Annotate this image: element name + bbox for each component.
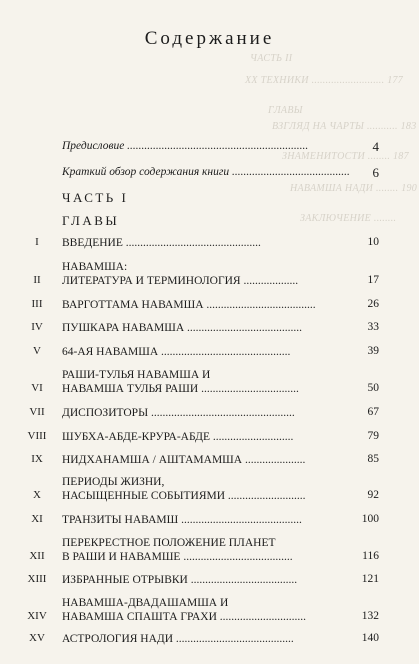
- chapter-title-line: НАСЫЩЕННЫЕ СОБЫТИЯМИ ...........................: [62, 490, 306, 502]
- chapter-title: [62, 430, 352, 444]
- toc-intro-overview: Краткий обзор содержания книги .........................................: [62, 166, 350, 178]
- chapter-title-line: НАВАМША-ДВАДАШАМША И: [62, 597, 229, 609]
- chapter-title: [62, 236, 352, 250]
- bleed-through-text: ЗНАМЕНИТОСТИ ........ 187: [282, 151, 409, 162]
- chapter-title-line: ТРАНЗИТЫ НАВАМШ ..........................................: [62, 514, 302, 526]
- toc-intro-preface: Предисловие ...............................................................: [62, 140, 309, 152]
- chapter-page-number: 39: [367, 345, 379, 357]
- chapter-title-line: ПУШКАРА НАВАМША ........................................: [62, 322, 302, 334]
- chapter-title: [62, 406, 352, 420]
- chapter-title-line: НАВАМША:: [62, 261, 128, 273]
- chapter-number: VIII: [27, 430, 47, 442]
- bleed-through-text: ГЛАВЫ: [268, 105, 303, 116]
- part-heading: ЧАСТЬ I: [62, 190, 129, 205]
- bleed-through-text: НАВАМША НАДИ ........ 190: [290, 183, 418, 194]
- chapter-number: VI: [31, 382, 43, 394]
- chapter-title-line: РАШИ-ТУЛЬЯ НАВАМША И: [62, 369, 211, 381]
- chapter-page-number: 100: [361, 513, 379, 525]
- chapters-heading: ГЛАВЫ: [62, 213, 120, 228]
- chapter-title: [62, 321, 352, 335]
- chapter-title-line: ВВЕДЕНИЕ ...............................................: [62, 237, 261, 249]
- chapter-title-line: ДИСПОЗИТОРЫ ..................................................: [62, 407, 295, 419]
- chapter-title-line: НИДХАНАМША / АШТАМАМША .....................: [62, 454, 306, 466]
- chapter-number: VII: [29, 406, 45, 418]
- bleed-through-text: ЧАСТЬ II: [250, 53, 293, 64]
- chapter-title: [62, 513, 352, 527]
- chapter-page-number: 85: [367, 453, 379, 465]
- chapter-title: [62, 345, 352, 359]
- chapter-number: IX: [31, 453, 43, 465]
- chapter-title-line: В РАШИ И НАВАМШЕ ......................................: [62, 551, 293, 563]
- chapter-page-number: 92: [367, 489, 379, 501]
- chapter-number: X: [33, 489, 41, 501]
- chapter-number: XV: [29, 632, 45, 644]
- chapter-number: XIV: [27, 610, 47, 622]
- bleed-through-text: XX ТЕХНИКИ .......................... 177: [245, 75, 404, 86]
- chapter-title-line: ШУБХА-АБДЕ-КРУРА-АБДЕ ............................: [62, 431, 294, 443]
- chapter-title-line: 64-АЯ НАВАМША .............................................: [62, 346, 291, 358]
- chapter-number: V: [33, 345, 41, 357]
- chapter-page-number: 132: [361, 610, 379, 622]
- chapter-page-number: 140: [361, 632, 379, 644]
- chapter-title-line: ИЗБРАННЫЕ ОТРЫВКИ .....................................: [62, 574, 298, 586]
- chapter-number: XI: [31, 513, 43, 525]
- chapter-number: XIII: [27, 573, 47, 585]
- toc-intro-preface-page: 4: [372, 139, 379, 154]
- chapter-number: XII: [29, 550, 45, 562]
- chapter-page-number: 79: [367, 430, 379, 442]
- chapter-title-line: НАВАМША СПАШТА ГРАХИ ..............................: [62, 611, 306, 623]
- chapter-title: [62, 536, 352, 564]
- chapter-title-line: ВАРГОТТАМА НАВАМША ......................................: [62, 299, 316, 311]
- chapter-page-number: 26: [367, 298, 379, 310]
- chapter-title: [62, 632, 352, 646]
- toc-intro-overview-page: 6: [372, 165, 379, 180]
- chapter-title: [62, 298, 352, 312]
- chapter-page-number: 33: [367, 321, 379, 333]
- chapter-number: II: [33, 274, 41, 286]
- chapter-page-number: 10: [367, 236, 379, 248]
- chapter-page-number: 17: [367, 274, 379, 286]
- chapter-title: [62, 475, 352, 503]
- chapter-page-number: 121: [361, 573, 379, 585]
- chapter-title: [62, 368, 352, 396]
- chapter-number: I: [35, 236, 39, 248]
- chapter-number: III: [31, 298, 43, 310]
- chapter-title-line: ПЕРИОДЫ ЖИЗНИ,: [62, 476, 165, 488]
- chapter-title-line: ПЕРЕКРЕСТНОЕ ПОЛОЖЕНИЕ ПЛАНЕТ: [62, 537, 276, 549]
- chapter-title-line: ЛИТЕРАТУРА И ТЕРМИНОЛОГИЯ ...................: [62, 275, 299, 287]
- page-title: Содержание: [144, 28, 275, 49]
- bleed-through-text: ВЗГЛЯД НА ЧАРТЫ ........... 183: [272, 121, 417, 132]
- chapter-title-line: НАВАМША ТУЛЬЯ РАШИ ..................................: [62, 383, 299, 395]
- chapter-title-line: АСТРОЛОГИЯ НАДИ .........................................: [62, 633, 294, 645]
- chapter-title: [62, 260, 352, 288]
- chapter-title: [62, 596, 352, 624]
- chapter-title: [62, 453, 352, 467]
- bleed-through-text: ЗАКЛЮЧЕНИЕ ........: [300, 213, 397, 224]
- chapter-number: IV: [31, 321, 43, 333]
- chapter-title: [62, 573, 352, 587]
- chapter-page-number: 116: [362, 550, 379, 562]
- chapter-page-number: 50: [367, 382, 379, 394]
- chapter-page-number: 67: [367, 406, 379, 418]
